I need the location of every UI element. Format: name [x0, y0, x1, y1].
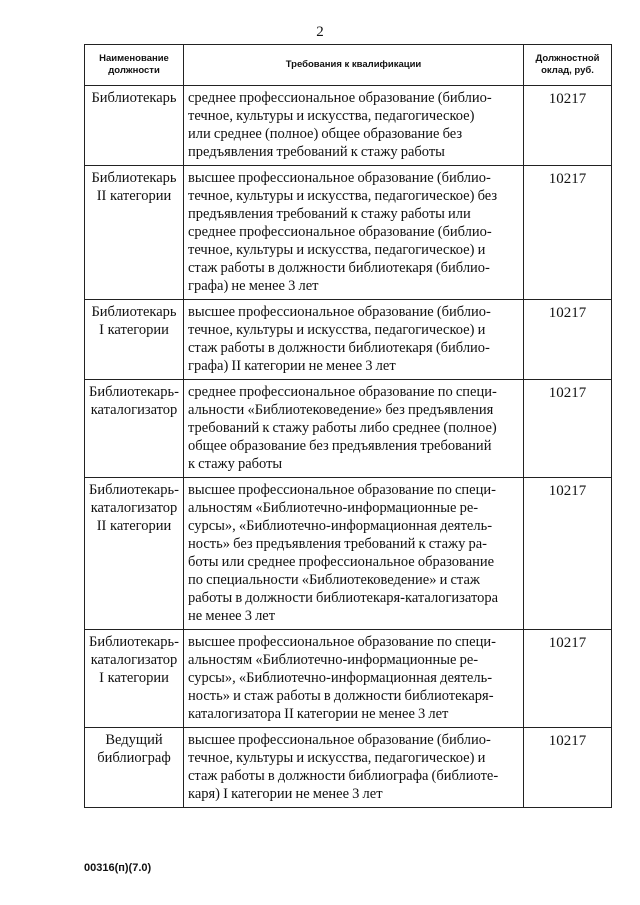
position-cell: [85, 166, 184, 300]
salary-cell: 10217: [524, 728, 612, 808]
position-line: II категории: [96, 518, 172, 534]
salary-cell: 10217: [524, 380, 612, 478]
salary-cell: 10217: [524, 300, 612, 380]
requirement-line: или среднее (полное) общее образование без: [188, 126, 463, 142]
header-salary: Должностной оклад, руб.: [524, 45, 612, 86]
table-row: [85, 728, 612, 808]
requirement-line: стаж работы в должности библиографа (библиоте-: [188, 768, 499, 784]
header-requirements: Требования к квалификации: [184, 45, 524, 86]
salary-cell: 10217: [524, 166, 612, 300]
requirement-line: по специальности «Библиотековедение» и стаж: [188, 572, 480, 588]
requirement-line: высшее профессиональное образование (библио-: [188, 304, 491, 320]
requirement-line: ность» и стаж работы в должности библиотекаря-: [188, 688, 494, 704]
position-cell: [85, 86, 184, 166]
requirement-line: требований к стажу работы либо среднее (полное): [188, 420, 497, 436]
document-code: 00316(п)(7.0): [84, 862, 152, 874]
table-row: [85, 86, 612, 166]
salary-cell: 10217: [524, 86, 612, 166]
requirement-line: ность» без предъявления требований к стажу ра-: [188, 536, 488, 552]
position-line: каталогизатор: [90, 402, 178, 418]
position-line: Библиотекарь: [91, 90, 177, 106]
position-line: I категории: [99, 322, 169, 338]
requirement-line: альности «Библиотековедение» без предъявления: [188, 402, 494, 418]
position-line: каталогизатор: [90, 500, 178, 516]
salary-cell: 10217: [524, 630, 612, 728]
requirement-line: течное, культуры и искусства, педагогическое) и: [188, 322, 486, 338]
table-header-row: [85, 45, 612, 86]
position-cell: [85, 380, 184, 478]
salary-cell: 10217: [524, 478, 612, 630]
requirements-cell: [184, 630, 524, 728]
position-cell: [85, 630, 184, 728]
requirement-line: среднее профессиональное образование (библио-: [188, 90, 492, 106]
position-line: Библиотекарь: [91, 170, 177, 186]
requirements-cell: [184, 86, 524, 166]
position-line: Библиотекарь-: [89, 384, 179, 400]
requirement-line: высшее профессиональное образование (библио-: [188, 732, 491, 748]
requirement-line: предъявления требований к стажу работы: [188, 144, 445, 160]
position-line: I категории: [99, 670, 169, 686]
requirements-cell: [184, 380, 524, 478]
position-line: Библиотекарь-: [89, 482, 179, 498]
position-line: каталогизатор: [90, 652, 178, 668]
requirement-line: каталогизатора II категории не менее 3 лет: [188, 706, 449, 722]
requirement-line: стаж работы в должности библиотекаря (библио-: [188, 340, 490, 356]
position-line: Ведущий: [105, 732, 163, 748]
requirement-line: течное, культуры и искусства, педагогическое) и: [188, 242, 486, 258]
requirement-line: альностям «Библиотечно-информационные ре-: [188, 652, 479, 668]
requirement-line: общее образование без предъявления требований: [188, 438, 492, 454]
requirement-line: предъявления требований к стажу работы или: [188, 206, 471, 222]
requirements-cell: [184, 478, 524, 630]
position-cell: [85, 728, 184, 808]
requirement-line: к стажу работы: [188, 456, 283, 472]
table-row: [85, 380, 612, 478]
position-line: библиограф: [97, 750, 171, 766]
page-number: 2: [316, 24, 324, 40]
position-line: Библиотекарь: [91, 304, 177, 320]
requirement-line: среднее профессиональное образование по специ-: [188, 384, 497, 400]
position-cell: [85, 478, 184, 630]
requirement-line: сурсы», «Библиотечно-информационная деятель-: [188, 518, 493, 534]
requirement-line: высшее профессиональное образование по специ-: [188, 634, 496, 650]
requirement-line: стаж работы в должности библиотекаря (библио-: [188, 260, 490, 276]
requirements-cell: [184, 728, 524, 808]
qualification-table: [84, 44, 612, 808]
requirement-line: боты или среднее профессиональное образование: [188, 554, 495, 570]
requirement-line: высшее профессиональное образование по специ-: [188, 482, 496, 498]
requirement-line: графа) II категории не менее 3 лет: [188, 358, 396, 374]
requirements-cell: [184, 300, 524, 380]
table-row: [85, 630, 612, 728]
position-line: II категории: [96, 188, 172, 204]
requirement-line: среднее профессиональное образование (библио-: [188, 224, 492, 240]
requirement-line: работы в должности библиотекаря-каталогизатора: [188, 590, 499, 606]
table-body: [85, 86, 612, 808]
requirement-line: не менее 3 лет: [188, 608, 276, 624]
requirement-line: сурсы», «Библиотечно-информационная деятель-: [188, 670, 493, 686]
requirement-line: высшее профессиональное образование (библио-: [188, 170, 491, 186]
requirements-cell: [184, 166, 524, 300]
position-line: Библиотекарь-: [89, 634, 179, 650]
table-row: [85, 166, 612, 300]
position-cell: [85, 300, 184, 380]
requirement-line: графа) не менее 3 лет: [188, 278, 319, 294]
requirement-line: альностям «Библиотечно-информационные ре-: [188, 500, 479, 516]
table-row: [85, 478, 612, 630]
requirement-line: течное, культуры и искусства, педагогическое) без: [188, 188, 498, 204]
table-row: [85, 300, 612, 380]
header-position: Наименование должности: [85, 45, 184, 86]
requirement-line: течное, культуры и искусства, педагогическое): [188, 108, 475, 124]
requirement-line: течное, культуры и искусства, педагогическое) и: [188, 750, 486, 766]
requirement-line: каря) I категории не менее 3 лет: [188, 786, 383, 802]
